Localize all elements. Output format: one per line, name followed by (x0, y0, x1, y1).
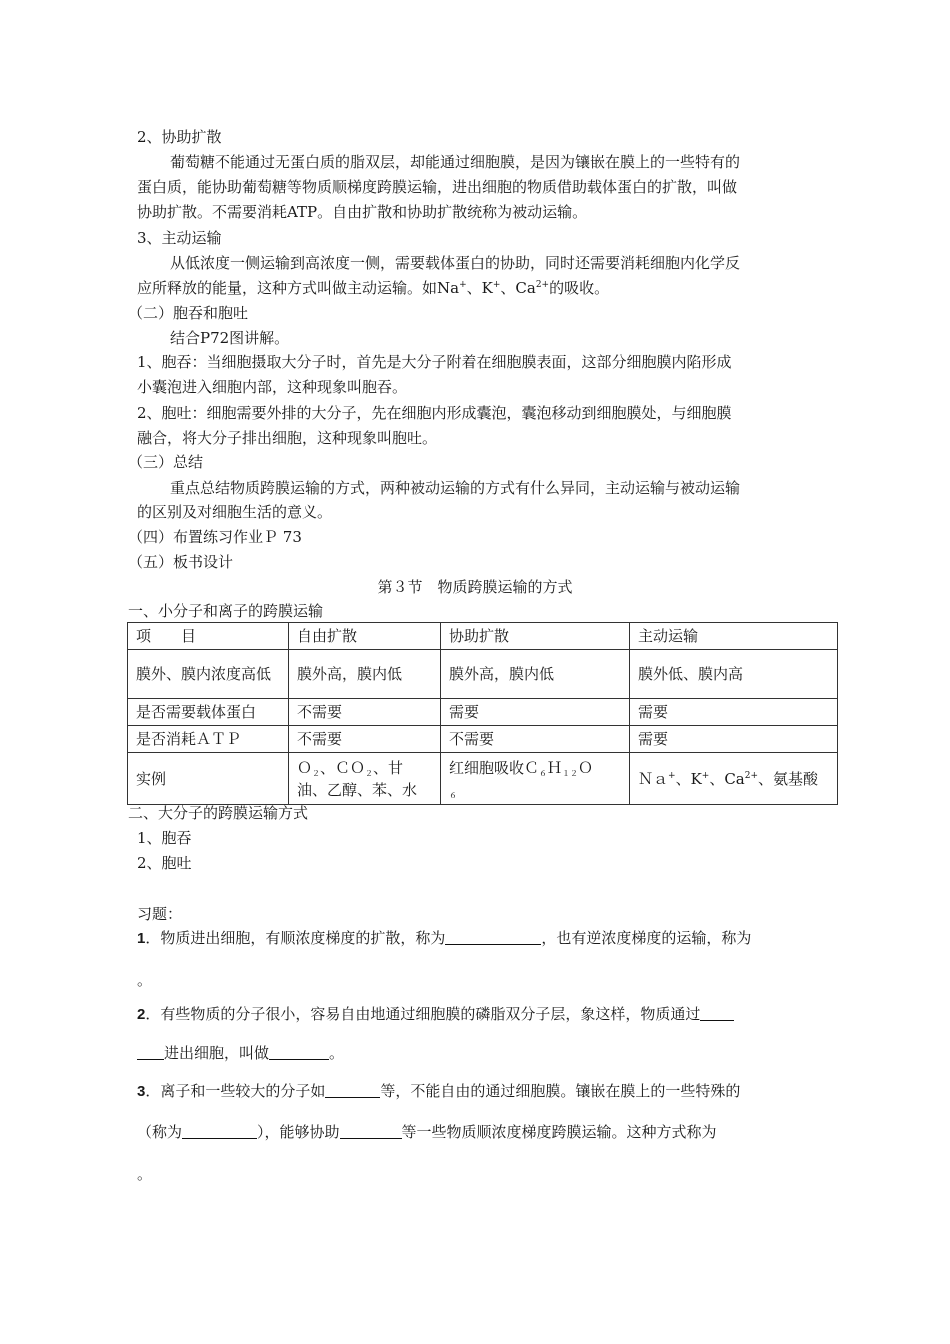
table-cell: 是否需要载体蛋白 (128, 699, 289, 726)
board-item: 2、胞吐 (137, 854, 192, 872)
heading-summary: （三）总结 (128, 453, 204, 471)
heading-endocytosis: （二）胞吞和胞吐 (128, 304, 249, 322)
paragraph-line: 1、胞吞：当细胞摄取大分子时，首先是大分子附着在细胞膜表面，这部分细胞膜内陷形成 (137, 353, 732, 371)
table-cell: 膜外高，膜内低 (289, 650, 441, 699)
paragraph-text: 、K (466, 279, 493, 297)
paragraph-text: 、Ca (500, 279, 536, 297)
answer-blank[interactable] (700, 1004, 734, 1021)
paragraph-line: 小囊泡进入细胞内部，这种现象叫胞吞。 (137, 378, 408, 396)
question-text: 等一些物质顺浓度梯度跨膜运输。这种方式称为 (401, 1124, 717, 1141)
paragraph-line: 从低浓度一侧运输到高浓度一侧，需要载体蛋白的协助，同时还需要消耗细胞内化学反 (170, 254, 741, 272)
table-row-examples (128, 753, 838, 805)
subscript: ６ (539, 768, 548, 778)
answer-blank[interactable] (137, 1043, 164, 1060)
table-header-cell: 项 目 (128, 623, 289, 650)
paragraph-text: 的吸收。 (549, 279, 610, 297)
table-cell-free-diffusion-example (289, 753, 441, 805)
board-part-1: 一、小分子和离子的跨膜运输 (128, 602, 324, 620)
question-number: 2 (137, 1006, 146, 1023)
board-title: 第３节 物质跨膜运输的方式 (377, 578, 573, 596)
paragraph-line: 2、胞吐：细胞需要外排的大分子，先在细胞内形成囊泡，囊泡移动到细胞膜处，与细胞膜 (137, 404, 732, 422)
table-cell: 需要 (630, 726, 838, 753)
subscript: ２ (312, 768, 321, 778)
table-cell: 不需要 (289, 699, 441, 726)
cell-text: Ｏ (578, 758, 594, 777)
cell-text: 油、乙醇、苯、水 (297, 780, 418, 799)
table-cell: 实例 (128, 753, 289, 805)
table-header-cell: 协助扩散 (441, 623, 630, 650)
superscript: + (701, 770, 710, 781)
heading-homework: （四）布置练习作业Ｐ 73 (128, 528, 302, 546)
cell-text: 、K (675, 769, 702, 788)
table-cell: 膜外低、膜内高 (630, 650, 838, 699)
question-text: ），能够协助 (257, 1124, 340, 1141)
superscript: 2+ (535, 280, 550, 290)
heading-facilitated-diffusion: 2、协助扩散 (137, 128, 222, 146)
exercises-heading: 习题： (137, 906, 183, 923)
table-cell: 需要 (630, 699, 838, 726)
question-text: 。 (329, 1045, 345, 1062)
table-header-cell: 自由扩散 (289, 623, 441, 650)
subscript: １２ (562, 768, 579, 778)
answer-blank[interactable] (340, 1122, 402, 1139)
exercise-question-2-cont (137, 1041, 837, 1066)
question-number: 1 (137, 930, 146, 947)
table-header-cell: 主动运输 (630, 623, 838, 650)
paragraph-line: 重点总结物质跨膜运输的方式，两种被动运输的方式有什么异同，主动运输与被动运输 (170, 479, 741, 497)
answer-blank[interactable] (269, 1043, 329, 1060)
superscript: + (492, 280, 501, 290)
table-row (128, 726, 838, 753)
table-row (128, 699, 838, 726)
question-number: 3 (137, 1083, 146, 1100)
board-item: 1、胞吞 (137, 829, 192, 847)
exercise-question-3-end: 。 (137, 1166, 153, 1183)
paragraph-line: 协助扩散。不需要消耗ATP。自由扩散和协助扩散统称为被动运输。 (137, 203, 588, 221)
question-text: ，也有逆浓度梯度的运输，称为 (541, 930, 752, 947)
cell-text: Ｈ (547, 758, 563, 777)
cell-text: 、氨基酸 (758, 769, 819, 788)
cell-text: Ｏ (297, 758, 313, 777)
table-cell: 需要 (441, 699, 630, 726)
question-text: ．有些物质的分子很小，容易自由地通过细胞膜的磷脂双分子层，象这样，物质通过 (145, 1006, 701, 1023)
answer-blank[interactable] (445, 928, 541, 945)
question-text: ．物质进出细胞，有顺浓度梯度的扩散，称为 (145, 930, 446, 947)
exercise-question-1 (137, 926, 837, 951)
table-row (128, 650, 838, 699)
cell-text: Ｎａ (638, 769, 669, 788)
paragraph-line: 的区别及对细胞生活的意义。 (137, 503, 333, 521)
superscript: 2+ (744, 770, 759, 781)
exercise-question-2 (137, 1002, 837, 1027)
paragraph-text: 应所释放的能量，这种方式叫做主动运输。如Na (137, 279, 460, 297)
question-text: 进出细胞，叫做 (164, 1045, 270, 1062)
cell-text: 、Ca (709, 769, 745, 788)
heading-board-design: （五）板书设计 (128, 553, 234, 571)
comparison-table (127, 622, 838, 805)
superscript: + (459, 280, 467, 290)
question-text: 等，不能自由的通过细胞膜。镶嵌在膜上的一些特殊的 (380, 1083, 741, 1100)
table-cell-active-example (630, 753, 838, 805)
table-cell-facilitated-example (441, 753, 630, 805)
table-cell: 膜外高，膜内低 (441, 650, 630, 699)
exercise-question-3 (137, 1079, 837, 1104)
cell-text: 、甘 (373, 758, 404, 777)
exercise-question-3-cont (137, 1120, 837, 1145)
paragraph-line: 融合，将大分子排出细胞，这种现象叫胞吐。 (137, 429, 438, 447)
cell-text: 、ＣＯ (320, 758, 366, 777)
question-text: （称为 (137, 1124, 183, 1141)
paragraph-line: 结合P72图讲解。 (170, 329, 290, 347)
paragraph-line-ions (137, 276, 837, 301)
subscript: ２ (365, 768, 374, 778)
heading-active-transport: 3、主动运输 (137, 229, 222, 247)
table-header-row (128, 623, 838, 650)
table-cell: 不需要 (441, 726, 630, 753)
paragraph-line: 蛋白质，能协助葡萄糖等物质顺梯度跨膜运输，进出细胞的物质借助载体蛋白的扩散，叫做 (137, 178, 738, 196)
table-cell: 是否消耗ＡＴＰ (128, 726, 289, 753)
answer-blank[interactable] (182, 1122, 257, 1139)
paragraph-line: 葡萄糖不能通过无蛋白质的脂双层，却能通过细胞膜，是因为镶嵌在膜上的一些特有的 (170, 153, 741, 171)
table-cell: 膜外、膜内浓度高低 (128, 650, 289, 699)
question-text: ．离子和一些较大的分子如 (145, 1083, 326, 1100)
answer-blank[interactable] (325, 1081, 380, 1098)
subscript: ６ (449, 790, 457, 800)
superscript: + (668, 770, 676, 781)
cell-text: 红细胞吸收Ｃ (449, 758, 540, 777)
board-part-2: 二、大分子的跨膜运输方式 (128, 804, 309, 822)
table-cell: 不需要 (289, 726, 441, 753)
exercise-question-1-end: 。 (137, 972, 153, 989)
